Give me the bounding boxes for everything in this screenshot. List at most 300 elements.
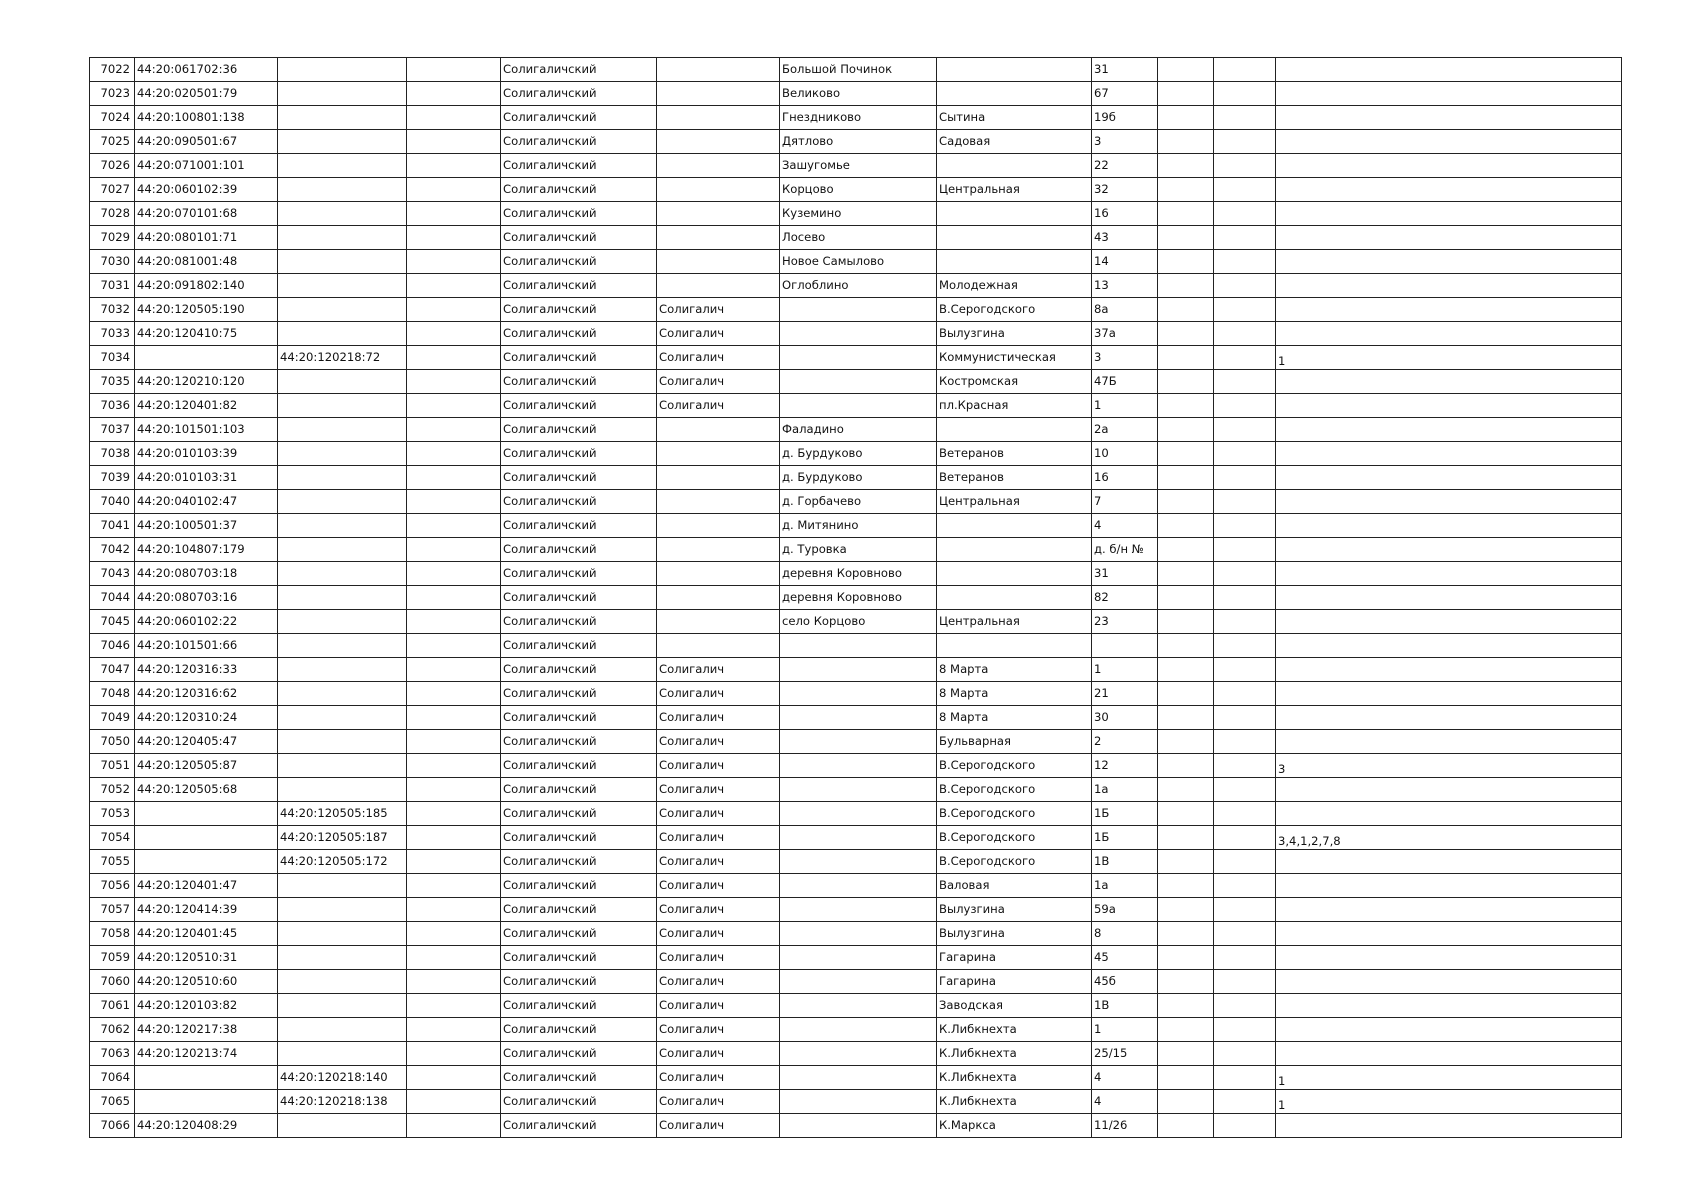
table-row (90, 778, 1622, 802)
cadastral-number-cell: 44:20:101501:66 (135, 634, 278, 658)
district-cell: Солигаличский (501, 922, 657, 946)
rooms-cell (1276, 682, 1622, 706)
cadastral-number-alt-cell (278, 970, 407, 994)
district-cell: Солигаличский (501, 802, 657, 826)
empty-cell (1158, 322, 1214, 346)
town-cell: Солигалич (657, 1018, 780, 1042)
street-cell: Вылузгина (937, 322, 1092, 346)
empty-cell (1158, 466, 1214, 490)
empty-cell (407, 1066, 501, 1090)
street-cell: В.Серогодского (937, 778, 1092, 802)
cadastral-number-cell: 44:20:120505:190 (135, 298, 278, 322)
district-cell: Солигаличский (501, 778, 657, 802)
rooms-cell (1276, 946, 1622, 970)
town-cell: Солигалич (657, 730, 780, 754)
empty-cell (407, 418, 501, 442)
empty-cell (1214, 202, 1276, 226)
cadastral-number-alt-cell (278, 610, 407, 634)
house-number-cell: 1 (1092, 658, 1158, 682)
street-cell (937, 202, 1092, 226)
village-cell (780, 370, 937, 394)
rooms-cell: 1 (1276, 1090, 1622, 1114)
rooms-cell (1276, 706, 1622, 730)
table-row (90, 346, 1622, 370)
row-number-cell: 7054 (90, 826, 135, 850)
town-cell: Солигалич (657, 754, 780, 778)
empty-cell (1158, 418, 1214, 442)
cadastral-number-cell (135, 826, 278, 850)
street-cell: К.Либкнехта (937, 1042, 1092, 1066)
empty-cell (1214, 82, 1276, 106)
empty-cell (1214, 226, 1276, 250)
district-cell: Солигаличский (501, 706, 657, 730)
cadastral-number-cell: 44:20:080101:71 (135, 226, 278, 250)
rooms-cell (1276, 1018, 1622, 1042)
cadastral-number-alt-cell: 44:20:120218:140 (278, 1066, 407, 1090)
rooms-cell (1276, 562, 1622, 586)
village-cell (780, 922, 937, 946)
empty-cell (1214, 490, 1276, 514)
table-row (90, 1090, 1622, 1114)
cadastral-number-alt-cell (278, 706, 407, 730)
cadastral-number-alt-cell (278, 274, 407, 298)
rooms-cell (1276, 634, 1622, 658)
street-cell: 8 Марта (937, 706, 1092, 730)
rooms-cell (1276, 106, 1622, 130)
rooms-cell (1276, 514, 1622, 538)
empty-cell (407, 1090, 501, 1114)
empty-cell (407, 634, 501, 658)
empty-cell (407, 202, 501, 226)
table-row (90, 418, 1622, 442)
street-cell (937, 82, 1092, 106)
empty-cell (407, 1114, 501, 1138)
empty-cell (407, 466, 501, 490)
district-cell: Солигаличский (501, 154, 657, 178)
village-cell (780, 658, 937, 682)
rooms-cell (1276, 898, 1622, 922)
row-number-cell: 7023 (90, 82, 135, 106)
rooms-cell (1276, 322, 1622, 346)
table-row (90, 850, 1622, 874)
town-cell (657, 274, 780, 298)
street-cell: К.Либкнехта (937, 1066, 1092, 1090)
village-cell: д. Митянино (780, 514, 937, 538)
street-cell: Костромская (937, 370, 1092, 394)
village-cell (780, 802, 937, 826)
village-cell (780, 970, 937, 994)
empty-cell (1214, 538, 1276, 562)
cadastral-number-cell: 44:20:120103:82 (135, 994, 278, 1018)
village-cell (780, 322, 937, 346)
house-number-cell: 31 (1092, 562, 1158, 586)
empty-cell (1214, 562, 1276, 586)
table-row (90, 634, 1622, 658)
cadastral-number-alt-cell: 44:20:120218:138 (278, 1090, 407, 1114)
table-row (90, 658, 1622, 682)
cadastral-number-alt-cell (278, 82, 407, 106)
house-number-cell: 43 (1092, 226, 1158, 250)
village-cell (780, 706, 937, 730)
empty-cell (1158, 802, 1214, 826)
rooms-cell (1276, 490, 1622, 514)
cadastral-number-cell: 44:20:120401:82 (135, 394, 278, 418)
village-cell: Большой Починок (780, 58, 937, 82)
cadastral-number-alt-cell (278, 634, 407, 658)
empty-cell (407, 730, 501, 754)
cadastral-number-cell: 44:20:090501:67 (135, 130, 278, 154)
empty-cell (1158, 994, 1214, 1018)
cadastral-number-alt-cell (278, 226, 407, 250)
district-cell: Солигаличский (501, 346, 657, 370)
street-cell: К.Маркса (937, 1114, 1092, 1138)
row-number-cell: 7038 (90, 442, 135, 466)
empty-cell (1214, 106, 1276, 130)
rooms-cell (1276, 802, 1622, 826)
village-cell (780, 634, 937, 658)
street-cell (937, 154, 1092, 178)
empty-cell (407, 826, 501, 850)
village-cell: д. Туровка (780, 538, 937, 562)
table-row (90, 994, 1622, 1018)
district-cell: Солигаличский (501, 682, 657, 706)
cadastral-number-alt-cell (278, 730, 407, 754)
empty-cell (1158, 778, 1214, 802)
town-cell (657, 514, 780, 538)
village-cell: деревня Коровново (780, 586, 937, 610)
empty-cell (1158, 1090, 1214, 1114)
town-cell (657, 634, 780, 658)
cadastral-number-cell: 44:20:100801:138 (135, 106, 278, 130)
street-cell: К.Либкнехта (937, 1018, 1092, 1042)
empty-cell (407, 946, 501, 970)
empty-cell (1214, 466, 1276, 490)
table-row (90, 562, 1622, 586)
table-row (90, 514, 1622, 538)
village-cell: Лосево (780, 226, 937, 250)
row-number-cell: 7036 (90, 394, 135, 418)
house-number-cell: 1а (1092, 874, 1158, 898)
cadastral-number-cell: 44:20:120213:74 (135, 1042, 278, 1066)
cadastral-number-cell: 44:20:080703:18 (135, 562, 278, 586)
empty-cell (1214, 274, 1276, 298)
table-row (90, 874, 1622, 898)
village-cell (780, 874, 937, 898)
cadastral-number-cell: 44:20:104807:179 (135, 538, 278, 562)
table-row (90, 178, 1622, 202)
cadastral-number-cell (135, 346, 278, 370)
cadastral-number-cell: 44:20:010103:39 (135, 442, 278, 466)
row-number-cell: 7025 (90, 130, 135, 154)
house-number-cell: 47Б (1092, 370, 1158, 394)
cadastral-number-cell: 44:20:120310:24 (135, 706, 278, 730)
village-cell: д. Бурдуково (780, 466, 937, 490)
empty-cell (407, 130, 501, 154)
cadastral-number-alt-cell (278, 298, 407, 322)
town-cell: Солигалич (657, 346, 780, 370)
street-cell: Молодежная (937, 274, 1092, 298)
row-number-cell: 7043 (90, 562, 135, 586)
empty-cell (1214, 850, 1276, 874)
town-cell: Солигалич (657, 898, 780, 922)
empty-cell (407, 586, 501, 610)
cadastral-number-alt-cell (278, 1114, 407, 1138)
street-cell (937, 562, 1092, 586)
street-cell: Ветеранов (937, 442, 1092, 466)
town-cell: Солигалич (657, 658, 780, 682)
rooms-cell (1276, 538, 1622, 562)
rooms-cell: 1 (1276, 1066, 1622, 1090)
empty-cell (407, 706, 501, 730)
town-cell (657, 562, 780, 586)
village-cell (780, 898, 937, 922)
empty-cell (1214, 970, 1276, 994)
empty-cell (407, 898, 501, 922)
district-cell: Солигаличский (501, 106, 657, 130)
cadastral-number-cell: 44:20:020501:79 (135, 82, 278, 106)
village-cell (780, 1018, 937, 1042)
rooms-cell (1276, 874, 1622, 898)
town-cell (657, 226, 780, 250)
town-cell (657, 82, 780, 106)
district-cell: Солигаличский (501, 1114, 657, 1138)
empty-cell (1214, 250, 1276, 274)
empty-cell (1158, 634, 1214, 658)
cadastral-number-cell: 44:20:120217:38 (135, 1018, 278, 1042)
street-cell: Валовая (937, 874, 1092, 898)
empty-cell (1214, 946, 1276, 970)
village-cell (780, 826, 937, 850)
empty-cell (407, 682, 501, 706)
street-cell: В.Серогодского (937, 298, 1092, 322)
street-cell: Ветеранов (937, 466, 1092, 490)
district-cell: Солигаличский (501, 634, 657, 658)
rooms-cell (1276, 58, 1622, 82)
empty-cell (1214, 1090, 1276, 1114)
district-cell: Солигаличский (501, 274, 657, 298)
village-cell (780, 1114, 937, 1138)
district-cell: Солигаличский (501, 970, 657, 994)
row-number-cell: 7046 (90, 634, 135, 658)
empty-cell (1214, 922, 1276, 946)
district-cell: Солигаличский (501, 1018, 657, 1042)
empty-cell (1158, 514, 1214, 538)
district-cell: Солигаличский (501, 178, 657, 202)
row-number-cell: 7027 (90, 178, 135, 202)
street-cell: 8 Марта (937, 682, 1092, 706)
cadastral-number-alt-cell (278, 562, 407, 586)
empty-cell (1214, 898, 1276, 922)
village-cell: Великово (780, 82, 937, 106)
village-cell (780, 994, 937, 1018)
town-cell: Солигалич (657, 850, 780, 874)
street-cell: Гагарина (937, 970, 1092, 994)
house-number-cell: 67 (1092, 82, 1158, 106)
row-number-cell: 7063 (90, 1042, 135, 1066)
district-cell: Солигаличский (501, 466, 657, 490)
cadastral-number-cell: 44:20:060102:39 (135, 178, 278, 202)
town-cell: Солигалич (657, 1042, 780, 1066)
table-row (90, 250, 1622, 274)
row-number-cell: 7042 (90, 538, 135, 562)
cadastral-number-cell: 44:20:100501:37 (135, 514, 278, 538)
village-cell (780, 394, 937, 418)
empty-cell (407, 994, 501, 1018)
rooms-cell (1276, 1114, 1622, 1138)
empty-cell (407, 778, 501, 802)
empty-cell (1158, 178, 1214, 202)
table-row (90, 682, 1622, 706)
town-cell: Солигалич (657, 970, 780, 994)
town-cell: Солигалич (657, 682, 780, 706)
house-number-cell: 23 (1092, 610, 1158, 634)
village-cell (780, 1066, 937, 1090)
empty-cell (407, 802, 501, 826)
table-row (90, 802, 1622, 826)
district-cell: Солигаличский (501, 130, 657, 154)
empty-cell (1158, 442, 1214, 466)
empty-cell (1158, 682, 1214, 706)
empty-cell (1214, 418, 1276, 442)
row-number-cell: 7032 (90, 298, 135, 322)
village-cell (780, 778, 937, 802)
empty-cell (407, 298, 501, 322)
empty-cell (1158, 346, 1214, 370)
row-number-cell: 7045 (90, 610, 135, 634)
rooms-cell (1276, 1042, 1622, 1066)
empty-cell (1158, 970, 1214, 994)
town-cell (657, 490, 780, 514)
empty-cell (1158, 922, 1214, 946)
house-number-cell: д. б/н № (1092, 538, 1158, 562)
house-number-cell: 1Б (1092, 826, 1158, 850)
empty-cell (1158, 730, 1214, 754)
cadastral-number-cell: 44:20:120316:62 (135, 682, 278, 706)
house-number-cell: 16 (1092, 202, 1158, 226)
row-number-cell: 7035 (90, 370, 135, 394)
district-cell: Солигаличский (501, 442, 657, 466)
rooms-cell (1276, 130, 1622, 154)
row-number-cell: 7028 (90, 202, 135, 226)
empty-cell (1158, 106, 1214, 130)
cadastral-number-alt-cell (278, 322, 407, 346)
street-cell: В.Серогодского (937, 802, 1092, 826)
town-cell (657, 610, 780, 634)
row-number-cell: 7055 (90, 850, 135, 874)
empty-cell (407, 226, 501, 250)
rooms-cell (1276, 778, 1622, 802)
cadastral-number-alt-cell: 44:20:120505:172 (278, 850, 407, 874)
row-number-cell: 7034 (90, 346, 135, 370)
house-number-cell: 4 (1092, 1066, 1158, 1090)
town-cell (657, 154, 780, 178)
street-cell: Центральная (937, 490, 1092, 514)
empty-cell (1158, 754, 1214, 778)
house-number-cell: 2а (1092, 418, 1158, 442)
street-cell: В.Серогодского (937, 850, 1092, 874)
rooms-cell (1276, 298, 1622, 322)
row-number-cell: 7029 (90, 226, 135, 250)
row-number-cell: 7057 (90, 898, 135, 922)
table-row (90, 82, 1622, 106)
cadastral-number-alt-cell (278, 58, 407, 82)
empty-cell (1158, 874, 1214, 898)
cadastral-number-alt-cell (278, 658, 407, 682)
cadastral-number-alt-cell (278, 946, 407, 970)
empty-cell (1214, 322, 1276, 346)
district-cell: Солигаличский (501, 610, 657, 634)
town-cell (657, 466, 780, 490)
house-number-cell: 32 (1092, 178, 1158, 202)
table-row (90, 1042, 1622, 1066)
village-cell (780, 682, 937, 706)
town-cell (657, 106, 780, 130)
cadastral-number-cell: 44:20:120401:47 (135, 874, 278, 898)
table-row (90, 538, 1622, 562)
street-cell (937, 586, 1092, 610)
empty-cell (1158, 394, 1214, 418)
empty-cell (407, 850, 501, 874)
house-number-cell: 8 (1092, 922, 1158, 946)
cadastral-number-cell: 44:20:120401:45 (135, 922, 278, 946)
empty-cell (1214, 658, 1276, 682)
village-cell (780, 946, 937, 970)
rooms-cell (1276, 922, 1622, 946)
empty-cell (407, 538, 501, 562)
empty-cell (1158, 1114, 1214, 1138)
house-number-cell: 19б (1092, 106, 1158, 130)
town-cell: Солигалич (657, 874, 780, 898)
table-row (90, 490, 1622, 514)
rooms-cell (1276, 274, 1622, 298)
empty-cell (1214, 346, 1276, 370)
rooms-cell (1276, 394, 1622, 418)
row-number-cell: 7039 (90, 466, 135, 490)
town-cell: Солигалич (657, 922, 780, 946)
rooms-cell (1276, 730, 1622, 754)
empty-cell (1214, 178, 1276, 202)
row-number-cell: 7024 (90, 106, 135, 130)
district-cell: Солигаличский (501, 298, 657, 322)
empty-cell (1158, 1066, 1214, 1090)
house-number-cell: 21 (1092, 682, 1158, 706)
district-cell: Солигаличский (501, 250, 657, 274)
street-cell: Заводская (937, 994, 1092, 1018)
cadastral-number-alt-cell (278, 922, 407, 946)
empty-cell (1214, 802, 1276, 826)
empty-cell (407, 754, 501, 778)
empty-cell (407, 154, 501, 178)
village-cell: Зашугомье (780, 154, 937, 178)
street-cell: Центральная (937, 610, 1092, 634)
street-cell (937, 58, 1092, 82)
empty-cell (1158, 850, 1214, 874)
row-number-cell: 7061 (90, 994, 135, 1018)
town-cell: Солигалич (657, 298, 780, 322)
empty-cell (1214, 610, 1276, 634)
town-cell: Солигалич (657, 1090, 780, 1114)
house-number-cell: 10 (1092, 442, 1158, 466)
row-number-cell: 7049 (90, 706, 135, 730)
table-row (90, 322, 1622, 346)
empty-cell (1214, 442, 1276, 466)
empty-cell (1214, 754, 1276, 778)
empty-cell (1214, 1018, 1276, 1042)
empty-cell (1158, 82, 1214, 106)
table-row (90, 610, 1622, 634)
empty-cell (1214, 706, 1276, 730)
rooms-cell (1276, 202, 1622, 226)
